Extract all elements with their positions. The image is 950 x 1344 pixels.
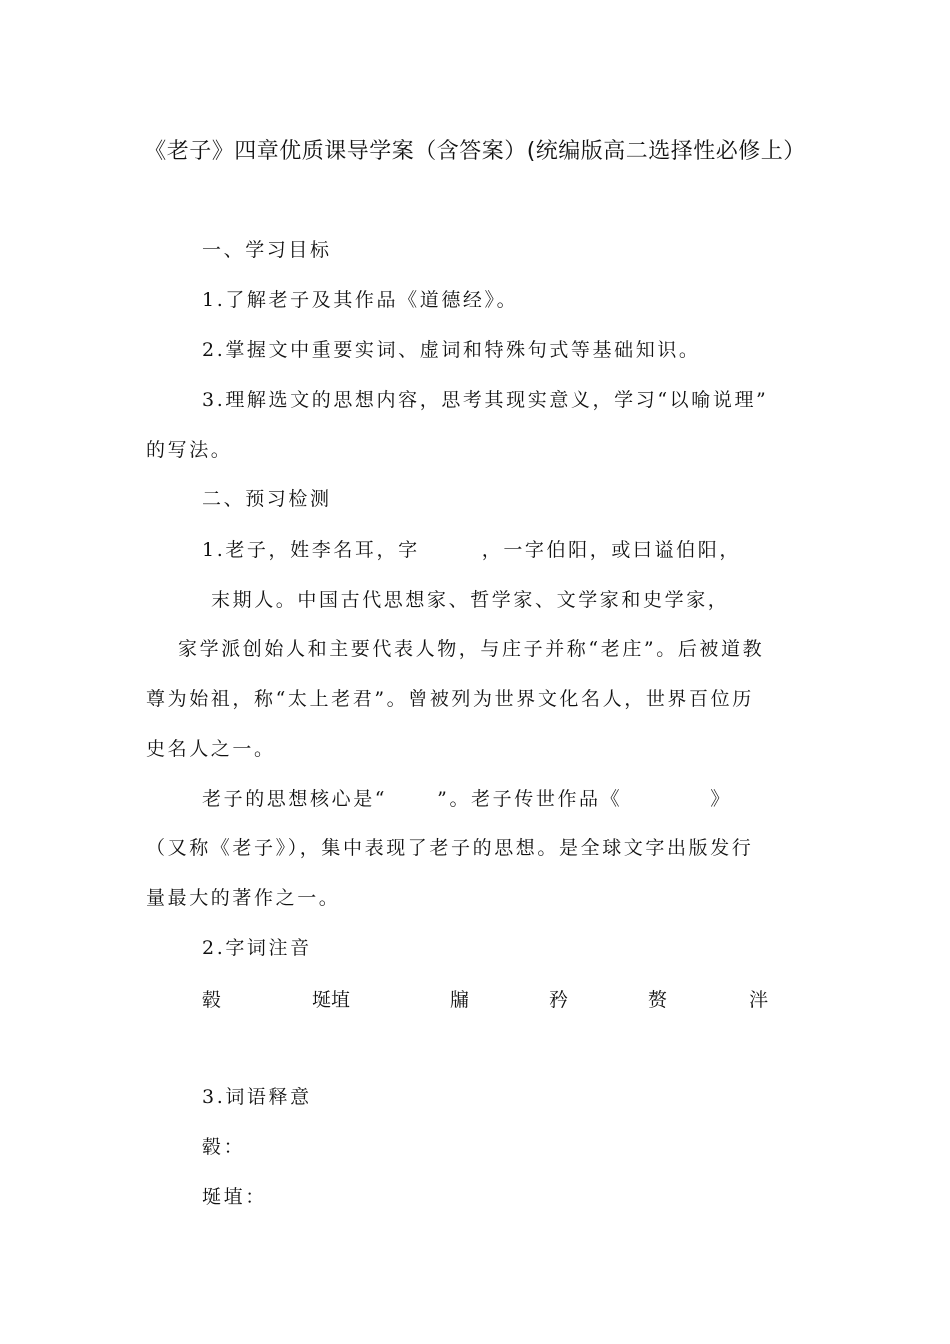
pinyin-char-6: 泮	[749, 989, 769, 1011]
para2-text-a: 老子的思想核心是“	[202, 788, 388, 810]
objective-1: 1.了解老子及其作品《道德经》。	[202, 289, 519, 311]
preview-q1-line4: 尊为始祖，称“太上老君”。曾被列为世界文化名人，世界百位历	[146, 688, 754, 710]
preview-q1-para2-line2: （又称《老子》），集中表现了老子的思想。是全球文字出版发行	[146, 837, 754, 859]
preview-q1-para2-line3: 量最大的著作之一。	[146, 887, 341, 909]
pinyin-char-1: 毂	[202, 989, 222, 1011]
definition-2: 埏埴：	[202, 1186, 267, 1208]
objective-2: 2.掌握文中重要实词、虚词和特殊句式等基础知识。	[202, 339, 701, 361]
objective-3-line1: 3.理解选文的思想内容，思考其现实意义，学习“以喻说理”	[202, 389, 769, 411]
preview-q1-text-b: ，一字伯阳，或曰谥伯阳，	[481, 539, 741, 561]
preview-q1-para2-line1	[202, 786, 732, 812]
preview-q1-text-a: 1.老子，姓李名耳，字	[202, 539, 420, 561]
section1-heading: 一、学习目标	[202, 239, 332, 261]
preview-q1-line2: 末期人。中国古代思想家、哲学家、文学家和史学家，	[211, 589, 730, 611]
preview-q1-line5: 史名人之一。	[146, 738, 276, 760]
pinyin-char-2: 埏埴	[312, 989, 351, 1011]
para2-text-b: ”。老子传世作品《	[437, 788, 623, 810]
preview-q1-line3: 家学派创始人和主要代表人物，与庄子并称“老庄”。后被道教	[178, 638, 765, 660]
pinyin-char-3: 牖	[450, 989, 470, 1011]
preview-q1-line1	[202, 537, 741, 563]
document-title: 《老子》四章优质课导学案（含答案）(统编版高二选择性必修上）	[144, 139, 806, 164]
objective-3-line2: 的写法。	[146, 439, 233, 461]
q3-heading: 3.词语释意	[202, 1086, 312, 1108]
pinyin-char-4: 矜	[549, 989, 569, 1011]
q2-heading: 2.字词注音	[202, 937, 312, 959]
definition-1: 毂：	[202, 1136, 246, 1158]
section2-heading: 二、预习检测	[202, 488, 332, 510]
pinyin-char-5: 赘	[648, 989, 668, 1011]
para2-text-c: 》	[710, 788, 732, 810]
